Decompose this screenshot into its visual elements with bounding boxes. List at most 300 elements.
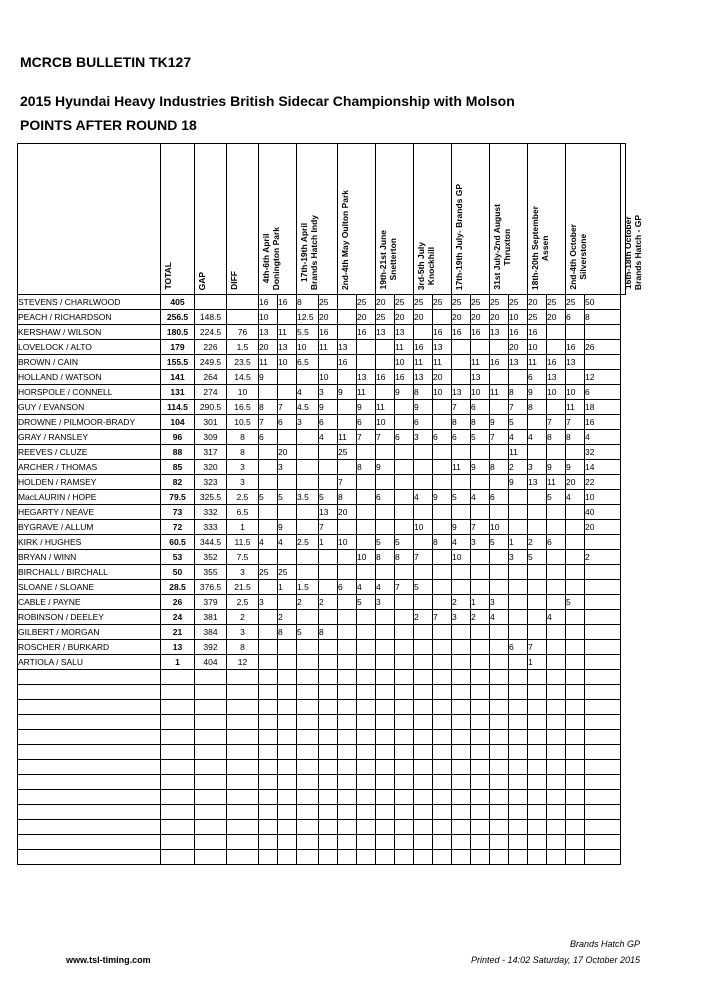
race-points: 10 [376, 415, 395, 430]
race-points [547, 520, 566, 535]
race-points: 20 [566, 475, 585, 490]
diff-value: 11.5 [227, 535, 259, 550]
race-points [528, 820, 547, 835]
race-points [585, 835, 621, 850]
race-points: 7 [528, 640, 547, 655]
name-column-header [18, 144, 161, 295]
race-points: 5 [297, 625, 319, 640]
race-points [471, 655, 490, 670]
race-points [509, 520, 528, 535]
gap-value [195, 745, 227, 760]
gap-value: 352 [195, 550, 227, 565]
race-points [490, 760, 509, 775]
race-points [433, 565, 452, 580]
race-points [566, 655, 585, 670]
gap-value: 274 [195, 385, 227, 400]
table-row [18, 385, 626, 400]
total-points: 104 [161, 415, 195, 430]
race-points [547, 700, 566, 715]
race-points: 13 [338, 340, 357, 355]
race-points [490, 685, 509, 700]
race-points [278, 640, 297, 655]
race-points [566, 805, 585, 820]
race-points [547, 625, 566, 640]
race-points [357, 820, 376, 835]
race-points: 6 [509, 640, 528, 655]
diff-value [227, 820, 259, 835]
table-row [18, 715, 626, 730]
race-points [490, 700, 509, 715]
race-points: 6 [490, 490, 509, 505]
race-points: 3 [509, 550, 528, 565]
race-points [471, 850, 490, 865]
race-points [509, 685, 528, 700]
race-points: 16 [585, 415, 621, 430]
race-points [528, 715, 547, 730]
race-points [357, 505, 376, 520]
table-row [18, 325, 626, 340]
race-points: 10 [278, 355, 297, 370]
race-points [297, 445, 319, 460]
race-points: 25 [509, 295, 528, 310]
race-points [433, 715, 452, 730]
gap-value [195, 835, 227, 850]
race-points: 13 [376, 325, 395, 340]
race-points: 11 [395, 340, 414, 355]
race-points [585, 850, 621, 865]
race-points [490, 400, 509, 415]
race-points [319, 610, 338, 625]
footer-printed: Printed - 14:02 Saturday, 17 October 2015 [471, 955, 640, 965]
race-points: 25 [547, 295, 566, 310]
race-points: 3.5 [297, 490, 319, 505]
race-points: 1.5 [297, 580, 319, 595]
race-points [490, 550, 509, 565]
race-points [259, 460, 278, 475]
race-points [433, 745, 452, 760]
total-points: 73 [161, 505, 195, 520]
race-points [452, 685, 471, 700]
race-points: 3 [490, 595, 509, 610]
table-row [18, 340, 626, 355]
race-points [395, 640, 414, 655]
race-points: 5 [376, 535, 395, 550]
race-points [433, 460, 452, 475]
race-points: 11 [528, 355, 547, 370]
race-points [319, 355, 338, 370]
race-points [547, 400, 566, 415]
race-points [395, 685, 414, 700]
table-row [18, 760, 626, 775]
diff-value: 12 [227, 655, 259, 670]
race-points: 8 [278, 625, 297, 640]
race-points [259, 445, 278, 460]
race-points [414, 685, 433, 700]
race-points [414, 625, 433, 640]
race-points: 20 [471, 310, 490, 325]
race-points: 8 [259, 400, 278, 415]
race-points: 13 [414, 370, 433, 385]
diff-value [227, 745, 259, 760]
race-points [297, 550, 319, 565]
race-points: 13 [319, 505, 338, 520]
race-points [376, 520, 395, 535]
crew-name [18, 715, 161, 730]
race-points [471, 820, 490, 835]
table-row [18, 520, 626, 535]
table-row [18, 820, 626, 835]
race-points [547, 760, 566, 775]
crew-name: ROSCHER / BURKARD [18, 640, 161, 655]
race-points [433, 400, 452, 415]
race-points [471, 550, 490, 565]
race-points [452, 760, 471, 775]
race-points [319, 850, 338, 865]
race-points: 4 [547, 610, 566, 625]
race-points: 10 [414, 520, 433, 535]
total-points [161, 745, 195, 760]
race-points [278, 385, 297, 400]
race-points [509, 715, 528, 730]
round-header [259, 144, 297, 295]
race-points [566, 670, 585, 685]
race-points [547, 565, 566, 580]
table-row [18, 565, 626, 580]
race-points: 10 [547, 385, 566, 400]
race-points [357, 445, 376, 460]
footer-venue: Brands Hatch GP [569, 939, 640, 949]
race-points: 3 [414, 430, 433, 445]
race-points: 25 [414, 295, 433, 310]
race-points: 4 [297, 385, 319, 400]
race-points [490, 715, 509, 730]
race-points: 6 [528, 370, 547, 385]
gap-value: 333 [195, 520, 227, 535]
race-points: 11 [509, 445, 528, 460]
race-points: 11 [338, 430, 357, 445]
race-points: 5 [566, 595, 585, 610]
race-points: 7 [376, 430, 395, 445]
race-points [278, 715, 297, 730]
race-points [528, 580, 547, 595]
race-points [319, 580, 338, 595]
race-points [376, 670, 395, 685]
diff-value [227, 835, 259, 850]
race-points [338, 775, 357, 790]
race-points: 12 [585, 370, 621, 385]
race-points [585, 580, 621, 595]
race-points: 5 [319, 490, 338, 505]
table-row [18, 550, 626, 565]
round-header-label: 31st July-2nd August Thruxton [492, 204, 512, 290]
gap-value: 224.5 [195, 325, 227, 340]
race-points [259, 805, 278, 820]
race-points: 8 [395, 550, 414, 565]
race-points [566, 640, 585, 655]
race-points [490, 850, 509, 865]
race-points: 25 [319, 295, 338, 310]
race-points [509, 835, 528, 850]
race-points: 1 [528, 655, 547, 670]
race-points [585, 730, 621, 745]
race-points [338, 730, 357, 745]
diff-value: 76 [227, 325, 259, 340]
race-points: 13 [452, 385, 471, 400]
race-points [376, 475, 395, 490]
table-row [18, 610, 626, 625]
race-points [376, 340, 395, 355]
race-points [509, 610, 528, 625]
race-points [566, 370, 585, 385]
race-points [357, 685, 376, 700]
total-points: 180.5 [161, 325, 195, 340]
race-points: 3 [471, 535, 490, 550]
race-points [585, 745, 621, 760]
table-row [18, 835, 626, 850]
race-points [376, 385, 395, 400]
race-points [376, 715, 395, 730]
race-points [547, 790, 566, 805]
table-row [18, 475, 626, 490]
race-points: 6 [414, 415, 433, 430]
race-points [509, 670, 528, 685]
race-points: 5 [357, 595, 376, 610]
race-points [509, 655, 528, 670]
race-points [278, 595, 297, 610]
crew-name [18, 775, 161, 790]
race-points [566, 610, 585, 625]
race-points: 6 [566, 310, 585, 325]
race-points [490, 670, 509, 685]
race-points: 6 [319, 415, 338, 430]
race-points [376, 790, 395, 805]
race-points [357, 565, 376, 580]
race-points [509, 700, 528, 715]
diff-value [227, 310, 259, 325]
race-points [433, 685, 452, 700]
race-points: 20 [509, 340, 528, 355]
race-points [259, 550, 278, 565]
race-points: 2 [319, 595, 338, 610]
race-points: 20 [357, 310, 376, 325]
race-points [259, 760, 278, 775]
race-points: 13 [547, 370, 566, 385]
race-points: 7 [566, 415, 585, 430]
diff-value: 1.5 [227, 340, 259, 355]
race-points [509, 505, 528, 520]
race-points [297, 835, 319, 850]
race-points: 2 [452, 595, 471, 610]
race-points [357, 340, 376, 355]
race-points [259, 625, 278, 640]
race-points [395, 505, 414, 520]
diff-value [227, 850, 259, 865]
race-points [547, 640, 566, 655]
gap-value: 355 [195, 565, 227, 580]
race-points [357, 805, 376, 820]
race-points [357, 535, 376, 550]
race-points: 7 [395, 580, 414, 595]
crew-name: LOVELOCK / ALTO [18, 340, 161, 355]
race-points [547, 655, 566, 670]
race-points: 5 [278, 490, 297, 505]
race-points: 7 [414, 550, 433, 565]
race-points: 7 [278, 400, 297, 415]
race-points: 20 [452, 310, 471, 325]
crew-name: REEVES / CLUZE [18, 445, 161, 460]
race-points [319, 835, 338, 850]
race-points: 2 [297, 595, 319, 610]
race-points [278, 760, 297, 775]
race-points: 16 [509, 325, 528, 340]
race-points [433, 475, 452, 490]
race-points [278, 655, 297, 670]
race-points [528, 415, 547, 430]
race-points: 2 [414, 610, 433, 625]
race-points: 1 [471, 595, 490, 610]
crew-name: KIRK / HUGHES [18, 535, 161, 550]
race-points [259, 385, 278, 400]
race-points [357, 730, 376, 745]
race-points [297, 790, 319, 805]
table-row [18, 595, 626, 610]
race-points: 32 [585, 445, 621, 460]
race-points: 16 [528, 325, 547, 340]
race-points [278, 550, 297, 565]
race-points: 10 [395, 355, 414, 370]
race-points [395, 565, 414, 580]
race-points [357, 625, 376, 640]
race-points [376, 565, 395, 580]
crew-name: HEGARTY / NEAVE [18, 505, 161, 520]
race-points: 2 [471, 610, 490, 625]
race-points [509, 730, 528, 745]
total-points [161, 685, 195, 700]
race-points [319, 790, 338, 805]
race-points [395, 670, 414, 685]
race-points [452, 670, 471, 685]
diff-value: 10.5 [227, 415, 259, 430]
table-header-row [18, 144, 626, 295]
table-row [18, 490, 626, 505]
crew-name [18, 850, 161, 865]
race-points [547, 835, 566, 850]
race-points [395, 595, 414, 610]
race-points [433, 805, 452, 820]
total-points: 28.5 [161, 580, 195, 595]
race-points: 9 [471, 460, 490, 475]
total-points [161, 700, 195, 715]
race-points [566, 520, 585, 535]
race-points [547, 550, 566, 565]
race-points: 7 [357, 430, 376, 445]
race-points [297, 760, 319, 775]
race-points: 20 [259, 340, 278, 355]
gap-value: 290.5 [195, 400, 227, 415]
race-points [376, 820, 395, 835]
table-row [18, 850, 626, 865]
race-points [452, 835, 471, 850]
race-points: 4 [357, 580, 376, 595]
race-points [452, 715, 471, 730]
race-points [566, 550, 585, 565]
race-points [259, 715, 278, 730]
race-points [585, 685, 621, 700]
table-row [18, 670, 626, 685]
race-points [433, 445, 452, 460]
race-points [471, 790, 490, 805]
race-points: 8 [319, 625, 338, 640]
race-points: 13 [357, 370, 376, 385]
race-points: 25 [452, 295, 471, 310]
diff-value [227, 730, 259, 745]
race-points [547, 805, 566, 820]
race-points [357, 760, 376, 775]
race-points: 6.5 [297, 355, 319, 370]
diff-value: 8 [227, 445, 259, 460]
gap-value: 384 [195, 625, 227, 640]
race-points [414, 655, 433, 670]
gap-value [195, 775, 227, 790]
total-points: 179 [161, 340, 195, 355]
race-points [395, 415, 414, 430]
race-points [297, 565, 319, 580]
race-points [528, 760, 547, 775]
crew-name: GILBERT / MORGAN [18, 625, 161, 640]
race-points: 9 [452, 520, 471, 535]
race-points: 18 [585, 400, 621, 415]
race-points [297, 430, 319, 445]
race-points [414, 445, 433, 460]
diff-value: 1 [227, 520, 259, 535]
race-points [566, 565, 585, 580]
race-points: 25 [338, 445, 357, 460]
race-points [338, 790, 357, 805]
race-points [297, 805, 319, 820]
race-points: 20 [338, 505, 357, 520]
crew-name: STEVENS / CHARLWOOD [18, 295, 161, 310]
race-points [259, 520, 278, 535]
race-points [338, 820, 357, 835]
race-points [490, 370, 509, 385]
diff-value: 16.5 [227, 400, 259, 415]
footer-url[interactable]: www.tsl-timing.com [66, 955, 151, 965]
race-points [259, 640, 278, 655]
total-points: 155.5 [161, 355, 195, 370]
race-points [566, 625, 585, 640]
race-points [452, 775, 471, 790]
total-points [161, 820, 195, 835]
race-points: 10 [357, 550, 376, 565]
race-points: 11 [414, 355, 433, 370]
race-points [528, 685, 547, 700]
race-points [297, 745, 319, 760]
race-points: 2 [278, 610, 297, 625]
race-points: 7 [452, 400, 471, 415]
race-points: 6 [585, 385, 621, 400]
race-points [585, 700, 621, 715]
race-points [338, 850, 357, 865]
race-points [490, 340, 509, 355]
race-points: 9 [433, 490, 452, 505]
crew-name: BROWN / CAIN [18, 355, 161, 370]
race-points: 20 [376, 295, 395, 310]
race-points: 20 [528, 295, 547, 310]
crew-name: GUY / EVANSON [18, 400, 161, 415]
race-points [509, 775, 528, 790]
race-points [297, 655, 319, 670]
race-points [395, 850, 414, 865]
